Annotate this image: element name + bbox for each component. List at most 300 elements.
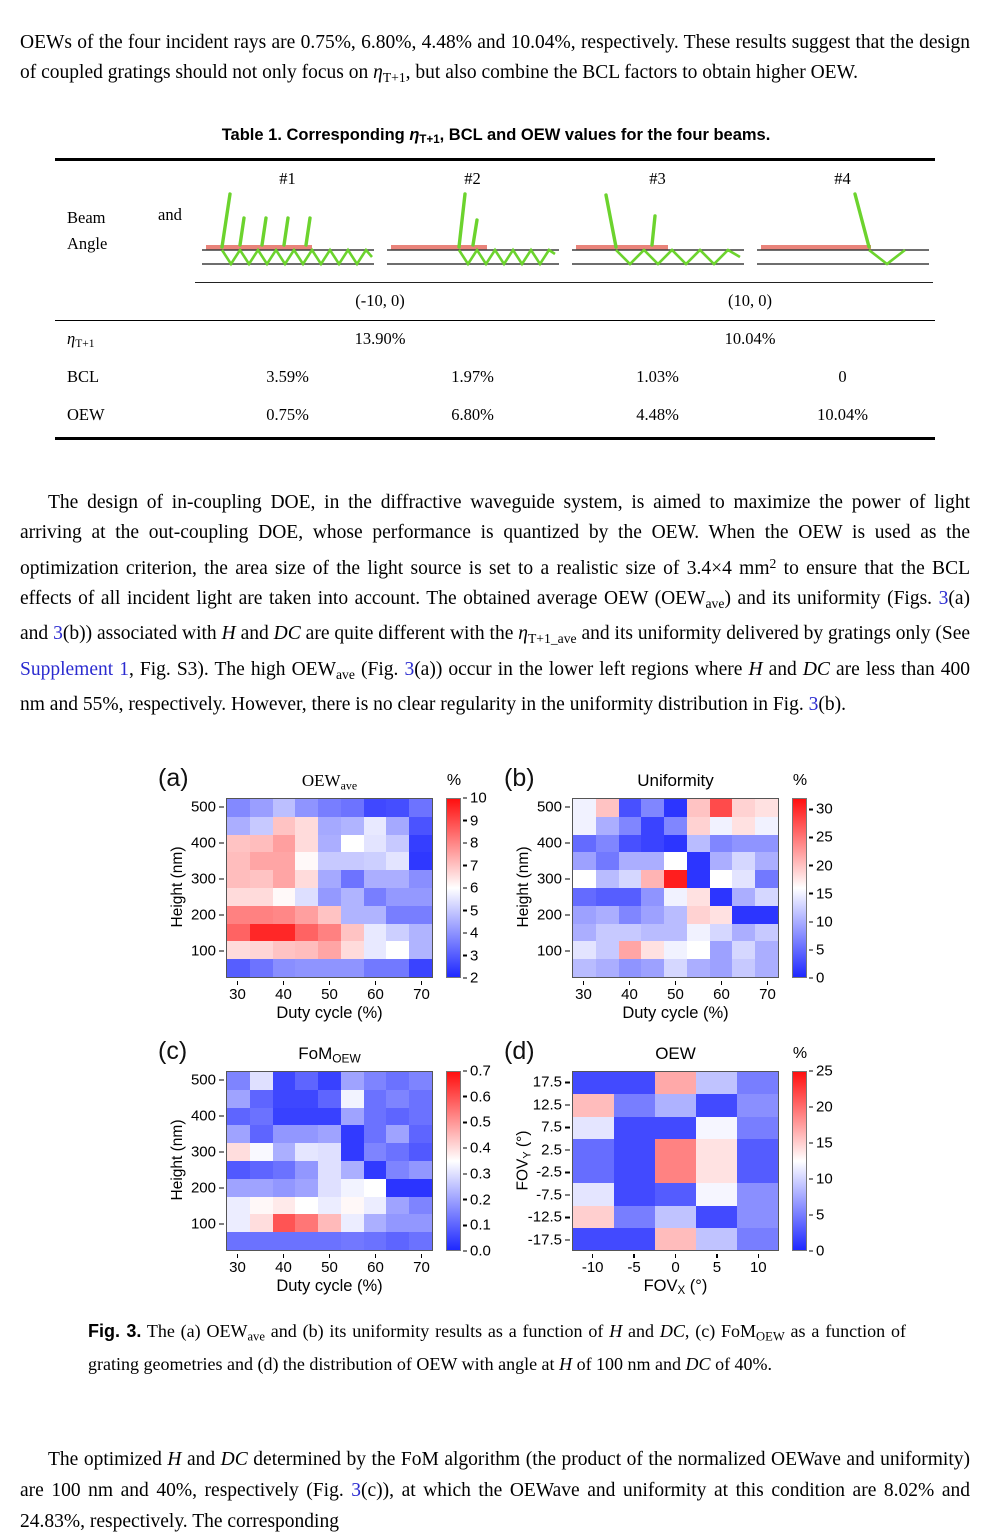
text-segment: ave [340,778,358,793]
heatmap-cell [295,1232,318,1250]
heatmap-cell [364,1090,387,1108]
heatmap-cell [573,870,596,888]
heatmap-cell [341,941,364,959]
citation-link[interactable]: Supplement 1 [20,658,129,680]
heatmap-cell [273,906,296,924]
beam-diagram-3-icon [570,191,746,276]
text-segment: (a)) occur in the lower left regions where [414,658,749,680]
text-segment: of 40%. [710,1353,773,1374]
heatmap-cell [318,941,341,959]
colorbar-tick-label: 5 [809,1207,824,1224]
text-segment: (Fig. [354,658,405,680]
heatmap-cell [710,906,733,924]
text-segment: OEW [756,1329,785,1344]
heatmap-cell [386,941,409,959]
x-tick-label: 50 [656,981,696,1003]
oew-value-3: 4.48% [636,405,679,424]
heatmap-cell [737,1094,778,1116]
heatmap-cell [687,817,710,835]
heatmap-cell [386,959,409,977]
heatmap-cell [732,817,755,835]
y-tick-label: 500 [191,1072,224,1089]
table-mid-rule [55,320,935,321]
heatmap-cell [295,941,318,959]
heatmap-cell [619,941,642,959]
heatmap-cell [318,1143,341,1161]
x-tick-label: -5 [614,1254,654,1276]
text-segment: The (a) OEW [141,1321,248,1341]
colorbar-unit-label: % [446,772,462,789]
heatmap-cell [227,888,250,906]
heatmap-cell [655,1094,696,1116]
heatmap-cell [364,817,387,835]
heatmap-cell [341,1090,364,1108]
heatmap-cell [250,799,273,817]
eta-value-group-1: 13.90% [354,329,406,348]
heatmap-cell [409,1161,432,1179]
colorbar-tick-label: 15 [809,885,833,902]
heatmap-cell [273,1232,296,1250]
colorbar-unit-label: % [792,772,808,789]
heatmap-cell [409,1108,432,1126]
panel-title [572,771,779,791]
heatmap-cell [409,1125,432,1143]
heatmap-cell [273,1179,296,1197]
y-tick-label: -7.5 [536,1186,570,1203]
heatmap-cell [250,835,273,853]
y-tick-label: 12.5 [533,1096,570,1113]
heatmap-cell [364,1161,387,1179]
y-tick-label: 400 [191,1108,224,1125]
heatmap-cell [341,1214,364,1232]
heatmap-cell [619,924,642,942]
heatmap-cell [295,799,318,817]
heatmap-cell [227,906,250,924]
heatmap-cell [341,1108,364,1126]
heatmap-panel-a [150,762,496,1035]
heatmap-cell [614,1139,655,1161]
heatmap-cell [573,1117,614,1139]
text-segment: Height (nm) [515,846,532,928]
bcl-value-4: 0 [838,367,847,386]
heatmap-cell [687,959,710,977]
y-tick-label: 200 [537,907,570,924]
heatmap-cell [273,1214,296,1232]
heatmap-cell [250,1214,273,1232]
x-axis-label [572,1277,779,1297]
heatmap-cell [273,888,296,906]
heatmap-cell [386,1090,409,1108]
citation-link[interactable]: 3 [351,1479,362,1501]
table-col-header-2: #2 [464,169,481,188]
heatmap-cell [619,835,642,853]
heatmap-cell [273,835,296,853]
heatmap-cell [409,906,432,924]
text-segment: to ensure that the BCL effects of all incident light are taken into account. The obtained average OEW (OEW [20,557,970,610]
x-axis-label [226,1004,433,1023]
heatmap-cell [409,799,432,817]
bcl-value-1: 3.59% [266,367,309,386]
x-tick-label: 30 [564,981,604,1003]
text-segment: ave [336,666,355,682]
heatmap-cell [386,1108,409,1126]
heatmap-cell [386,1143,409,1161]
x-tick-label: 60 [356,1254,396,1276]
heatmap-cell [664,888,687,906]
heatmap-cell [364,1179,387,1197]
heatmap-cell [655,1228,696,1250]
heatmap-cell [409,888,432,906]
text-segment: (a) and [20,588,971,645]
colorbar-tick-label: 0.0 [463,1243,491,1260]
heatmap-cell [318,1108,341,1126]
heatmap-cell [386,870,409,888]
y-tick-label: -17.5 [528,1231,570,1248]
y-tick-label: 17.5 [533,1074,570,1091]
heatmap-cell [386,1214,409,1232]
heatmap-cell [737,1206,778,1228]
text-segment: η [518,623,528,645]
heatmap-cell [364,870,387,888]
heatmap-cell [687,799,710,817]
heatmap-cell [386,888,409,906]
beam-diagram-2 [380,191,565,276]
heatmap-cell [295,1179,318,1197]
heatmap-cell [227,870,250,888]
heatmap-cell [619,817,642,835]
heatmap-cell [273,817,296,835]
eta-row-label [67,329,95,350]
heatmap-cell [273,1072,296,1090]
heatmap-cell [732,924,755,942]
heatmap-grid [226,1071,433,1251]
heatmap-cell [664,941,687,959]
heatmap-cell [318,1161,341,1179]
heatmap-cell [318,924,341,942]
heatmap-cell [641,941,664,959]
beam-angle-row-label [67,205,107,257]
heatmap-cell [573,817,596,835]
heatmap-cell [614,1183,655,1205]
heatmap-cell [386,1197,409,1215]
heatmap-cell [573,852,596,870]
y-axis-label [169,1070,187,1250]
heatmap-cell [250,1161,273,1179]
heatmap-cell [295,1161,318,1179]
heatmap-cell [227,852,250,870]
heatmap-cell [341,1143,364,1161]
heatmap-cell [755,888,778,906]
panel-label: (a) [158,764,189,792]
text-segment: ) and its uniformity (Figs. [724,588,939,610]
text-segment: and its uniformity delivered by gratings only (See [576,623,971,645]
heatmap-cell [409,1179,432,1197]
x-tick-label: 50 [310,1254,350,1276]
heatmap-cell [295,852,318,870]
heatmap-cell [250,1125,273,1143]
heatmap-panel-c [150,1035,496,1308]
heatmap-cell [341,959,364,977]
heatmap-cell [755,852,778,870]
text-segment: H [609,1321,623,1341]
text-segment: H [748,658,763,680]
table-col-header-1: #1 [279,169,296,188]
heatmap-cell [755,906,778,924]
heatmap-cell [409,959,432,977]
heatmap-cell [295,835,318,853]
x-axis-label [572,1004,779,1023]
text-segment: Height (nm) [169,846,186,928]
y-tick-label: 400 [537,835,570,852]
text-segment: X [677,1285,686,1298]
heatmap-cell [386,817,409,835]
text-segment: , Fig. S3). The high OEW [128,658,336,680]
colorbar-tick-label: 15 [809,1135,833,1152]
heatmap-cell [364,852,387,870]
heatmap-cell [409,1214,432,1232]
heatmap-cell [227,1143,250,1161]
heatmap-cell [755,941,778,959]
colorbar-tick-label: 7 [463,857,478,874]
beam-diagram-1 [195,191,380,276]
colorbar-tick-label: 20 [809,857,833,874]
x-tick-label: 5 [697,1254,737,1276]
citation-link[interactable]: 3 [938,588,949,610]
heatmap-cell [687,835,710,853]
colorbar-tick-label: 0.6 [463,1088,491,1105]
heatmap-cell [341,835,364,853]
y-tick-label: 200 [191,1180,224,1197]
heatmap-cell [227,1232,250,1250]
heatmap-grid [572,1071,779,1251]
figure-caption [88,1318,906,1378]
heatmap-cell [364,1197,387,1215]
heatmap-cell [641,817,664,835]
citation-link[interactable]: 3 [53,623,63,645]
citation-link[interactable]: 3 [808,694,819,716]
panel-title [226,1044,433,1065]
heatmap-cell [364,906,387,924]
heatmap-cell [664,835,687,853]
colorbar-tick-label: 10 [809,1171,833,1188]
heatmap-cell [737,1183,778,1205]
heatmap-cell [641,888,664,906]
heatmap-cell [364,924,387,942]
heatmap-cell [409,817,432,835]
heatmap-cell [364,959,387,977]
heatmap-cell [386,1179,409,1197]
text-segment: Fig. 3. [88,1321,142,1341]
heatmap-cell [755,870,778,888]
heatmap-cell [614,1072,655,1094]
y-tick-label: 300 [191,871,224,888]
heatmap-cell [341,888,364,906]
angle-group-1: (-10, 0) [355,291,405,310]
heatmap-cell [619,959,642,977]
heatmap-cell [364,941,387,959]
colorbar [792,798,807,978]
text-segment: Uniformity [637,771,714,790]
x-tick-label: 40 [264,1254,304,1276]
beam-diagram-4 [750,191,935,276]
heatmap-cell [619,906,642,924]
heatmap-cell [250,924,273,942]
heatmap-cell [227,941,250,959]
heatmap-cell [386,799,409,817]
text-segment: OEWs of the four incident rays are 0.75%, 6.80%, 4.48% and 10.04%, respectively. These results suggest that the design of coupled gratings should not only focus on [20,31,970,83]
heatmap-panel-d [496,1035,842,1308]
heatmap-cell [732,852,755,870]
heatmap-cell [664,817,687,835]
heatmap-cell [364,1214,387,1232]
x-tick-label: -10 [573,1254,613,1276]
heatmap-cell [619,888,642,906]
y-axis-label [515,797,533,977]
heatmap-cell [364,1072,387,1090]
y-tick-label: 300 [191,1144,224,1161]
heatmap-cell [664,959,687,977]
colorbar-tick-label: 5 [463,902,478,919]
text-segment: η [409,126,420,144]
heatmap-cell [227,817,250,835]
heatmap-cell [409,870,432,888]
heatmap-cell [737,1117,778,1139]
text-segment: determined by the FoM algorithm (the product of the normalized OEWave and uniformity) are 100 nm and 40%, respectively (Fig. [20,1448,971,1501]
heatmap-cell [737,1139,778,1161]
heatmap-cell [732,799,755,817]
text-segment: and [235,623,274,645]
eta-value-group-2: 10.04% [724,329,776,348]
text-segment: are quite different with the [300,623,519,645]
heatmap-cell [655,1072,696,1094]
x-tick-label: 40 [610,981,650,1003]
x-tick-label: 70 [748,981,788,1003]
x-tick-label: 0 [656,1254,696,1276]
citation-link[interactable]: 3 [404,658,415,680]
colorbar-tick-label: 20 [809,1099,833,1116]
heatmap-cell [655,1183,696,1205]
heatmap-cell [596,817,619,835]
heatmap-cell [737,1161,778,1183]
heatmap-cell [273,1197,296,1215]
heatmap-cell [341,852,364,870]
heatmap-cell [250,870,273,888]
heatmap-cell [341,817,364,835]
x-tick-label: 30 [218,1254,258,1276]
table-col-header-4: #4 [834,169,851,188]
heatmap-cell [710,888,733,906]
heatmap-cell [318,1214,341,1232]
colorbar-tick-label: 6 [463,880,478,897]
heatmap-cell [573,906,596,924]
heatmap-cell [295,1090,318,1108]
text-segment: Y [521,1151,534,1159]
text-segment: , BCL and OEW values for the four beams. [439,126,771,144]
y-tick-label: 500 [537,799,570,816]
heatmap-cell [710,959,733,977]
heatmap-cell [696,1094,737,1116]
heatmap-cell [687,888,710,906]
heatmap-cell [710,799,733,817]
heatmap-cell [696,1161,737,1183]
x-tick-label: 40 [264,981,304,1003]
heatmap-cell [755,799,778,817]
text-segment: The design of in-coupling DOE, in the diffractive waveguide system, is aimed to maximize the power of light arriving at the out-coupling DOE, whose performance is quantized by the OEW. When the OEW is used as the optimization criterion, the area size of the light source is set to a realistic size of 3.4×4 mm [20,491,970,579]
text-segment: DC [685,1353,711,1374]
heatmap-cell [318,1125,341,1143]
heatmap-grid [572,798,779,978]
heatmap-cell [341,1232,364,1250]
heatmap-cell [696,1117,737,1139]
heatmap-cell [386,1125,409,1143]
heatmap-cell [318,817,341,835]
heatmap-cell [227,1197,250,1215]
heatmap-cell [596,888,619,906]
text-segment: T+1 [419,134,440,147]
x-tick-label: 30 [218,981,258,1003]
text-segment: OEW [655,1044,696,1063]
y-tick-label: 100 [537,943,570,960]
heatmap-cell [655,1206,696,1228]
text-segment: and [622,1321,660,1341]
colorbar-tick-label: 10 [463,790,487,807]
heatmap-cell [295,1197,318,1215]
colorbar-tick-label: 0.2 [463,1191,491,1208]
heatmap-cell [250,1072,273,1090]
text-segment: DC [802,658,830,680]
y-tick-label: 300 [537,871,570,888]
bcl-row-label: BCL [67,367,100,386]
colorbar-tick-label: 4 [463,925,478,942]
heatmap-cell [641,835,664,853]
heatmap-cell [250,1090,273,1108]
heatmap-cell [341,1197,364,1215]
beam-label-line2: Angle [67,234,108,253]
heatmap-cell [273,1090,296,1108]
heatmap-cell [696,1206,737,1228]
heatmap-cell [341,1161,364,1179]
text-segment: η [373,61,383,83]
heatmap-cell [250,959,273,977]
beam-diagram-2-icon [385,191,561,276]
heatmap-cell [227,1072,250,1090]
heatmap-cell [687,906,710,924]
heatmap-cell [318,888,341,906]
heatmap-cell [687,852,710,870]
heatmap-cell [596,924,619,942]
heatmap-cell [655,1139,696,1161]
text-segment: T+1_ave [527,631,577,647]
beam-label-conjunction: and [158,205,182,224]
heatmap-cell [318,852,341,870]
heatmap-cell [318,1179,341,1197]
colorbar-tick-label: 0.5 [463,1114,491,1131]
heatmap-cell [664,870,687,888]
y-tick-label: 2.5 [541,1141,570,1158]
oew-row-label: OEW [67,405,105,424]
text-segment: of 100 nm and [572,1353,686,1374]
heatmap-cell [386,906,409,924]
beam-diagram-4-icon [755,191,931,276]
heatmap-cell [573,799,596,817]
heatmap-cell [687,870,710,888]
heatmap-cell [619,799,642,817]
heatmap-cell [596,906,619,924]
text-segment: OEW [332,1051,361,1066]
panel-title [572,1044,779,1064]
heatmap-cell [737,1228,778,1250]
text-segment: DC [220,1448,248,1470]
